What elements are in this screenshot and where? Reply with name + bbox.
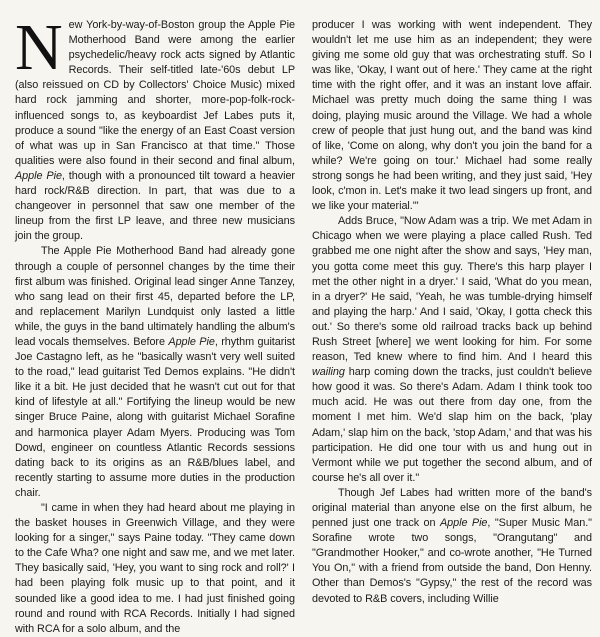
album-title: Apple Pie bbox=[439, 517, 488, 530]
paragraph bbox=[312, 214, 592, 486]
text-column-left bbox=[15, 11, 295, 635]
paragraph bbox=[312, 486, 592, 607]
text-run: The Apple Pie Motherhood Band had already gone through a couple of personnel changes by the time their first album was finished. Original lead singer Anne Tanzey, who sang lead on their first 45, departed before the LP, and replacement Marilyn Lundquist only lasted a little while, the guys in the band ultimately handling the album's lead vocals themselves. Before bbox=[15, 245, 295, 348]
paragraph: producer I was working with went independent. They wouldn't let me use him as an independent; they were giving me some old guy that was orchestrating stuff. So I was like, 'Okay, I want out of here.' They came at the right time with the right offer, and it was an instant love affair. Michael was pretty much doing the same thing I was doing, playing music around the Village. We had a whole crew of people that just hung out, and the band was kind of like, 'Come on along, why don't you join the band for a while? We're going on tour.' Michael had some really strong songs he had been writing, and they just said, 'Hey look, c'mon in. Let's make it two lead singers up front, and we like your material.'" bbox=[312, 19, 592, 213]
text-run: , though with a pronounced tilt toward a heavier hard rock/R&B direction. In part, that was due to a changeover in personnel that saw one member of the lineup from the first LP leave, and three new musicians join the group. bbox=[15, 169, 295, 243]
paragraph bbox=[15, 244, 295, 501]
paragraph: "I came in when they had heard about me playing in the basket houses in Greenwich Village, and they were looking for a singer," says Paine today. "They came down to the Cafe Wha? one night and saw me, and we met later. They basically said, 'Hey, you want to sing rock and roll?' I had been playing folk music up to that point, and it sounded like a good idea to me. I had just finished going round and round with RCA Records. Initially I had signed with RCA for a solo album, and the bbox=[15, 502, 295, 635]
text-run: ew York-by-way-of-Boston group the Apple Pie Motherhood Band were among the earlier psychedelic/heavy rock acts signed by Atlantic Records. Their self-titled late-'60s debut LP (also reissued on CD by Collectors' Choice Music) mixed hard rock jamming and shorter, more-pop-folk-rock-influenced songs to, as keyboardist Jef Labes puts it, produce a sound "like the energy of an East Coast version of what was up in San Francisco at that time." Those qualities were also found in their second and final album, bbox=[15, 19, 295, 167]
text-run: harp coming down the tracks, just couldn't believe how good it was. So there's Adam. Adam I think took too much acid. He was out there from day one, from the moment I met him. We'd slap him on the back, 'play Adam,' slap him on the back, 'stop Adam,' and that was his participation. He did one tour with us and hung out in Vermont while we put together the second album, and of course he's all over it." bbox=[312, 366, 592, 484]
emphasis: wailing bbox=[312, 366, 345, 379]
text-run: Though Jef Labes had written more of the band's original material than anyone else on the first album, he penned just one track on bbox=[312, 486, 592, 530]
text-run: , rhythm guitarist Joe Castagno left, as he "basically wasn't very well suited to the road," lead guitarist Ted Demos explains. "He didn't like it a bit. He just decided that he wasn't cut out for that kind of lifestyle at all." Fortifying the lineup would be new singer Bruce Paine, along with guitarist Michael Sorafine and harmonica player Adam Myers. Producing was Tom Dowd, engineer on countless Atlantic Records sessions dating back to its origins as an R&B/blues label, and recently starting to assume more duties in the production chair. bbox=[15, 335, 295, 499]
text-run: , "Super Music Man." Sorafine wrote two songs, "Orangutang" and "Grandmother Hooker," and co-wrote another, "He Turned You On," with a friend from outside the band, Don Henny. Other than Demos's "Gypsy," the rest of the record was devoted to R&B covers, including Willie bbox=[312, 517, 592, 605]
paragraph bbox=[15, 11, 295, 244]
text-column-right bbox=[312, 18, 592, 605]
album-title: Apple Pie bbox=[168, 335, 215, 348]
drop-cap: N bbox=[15, 11, 63, 84]
text-run: Adds Bruce, "Now Adam was a trip. We met Adam in Chicago when we were playing a place called Rush. Ted grabbed me one night after the show and says, 'Hey man, you gotta come meet this guy. There's this harp player I met the other night in a dryer.' I said, 'What do you mean, in a dryer?' He said, 'Yeah, he was tumble-drying himself and playing the harp.' And I said, 'Okay, I gotta check this out.' So there's some old railroad tracks back up behind Rush Street [where] we went looking for him. For some reason, Ted knew where to find him. And I heard this bbox=[312, 215, 592, 364]
album-title: Apple Pie bbox=[15, 169, 62, 182]
